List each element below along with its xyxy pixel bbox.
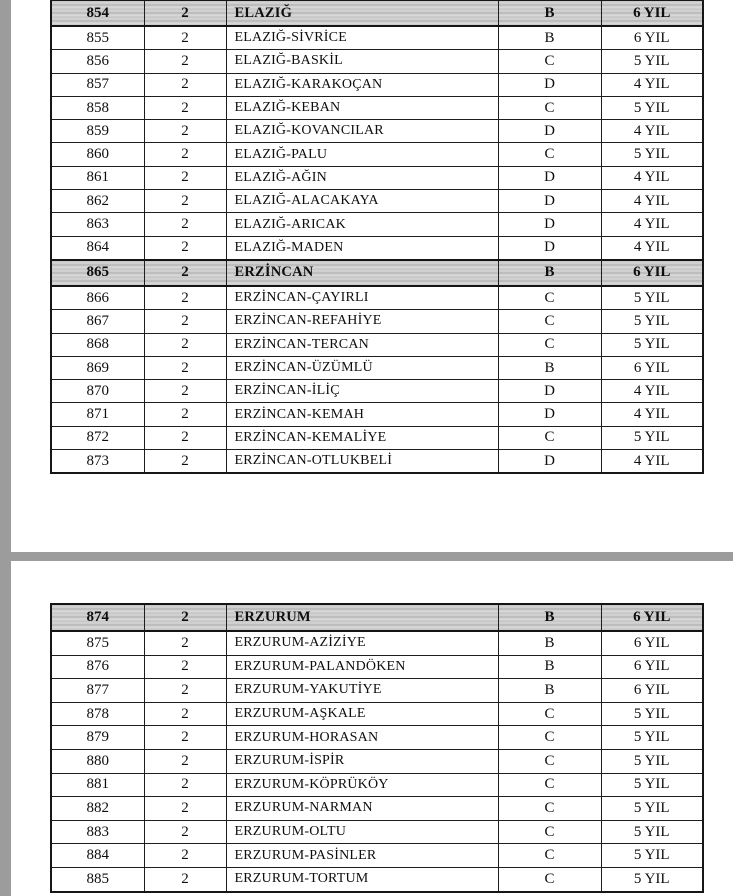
- grade-cell: D: [498, 236, 601, 260]
- district-row: [51, 380, 703, 403]
- duration-cell: 4 YIL: [601, 166, 703, 189]
- row-number-cell: 855: [51, 26, 144, 50]
- district-cell: ELAZIĞ-ALACAKAYA: [226, 190, 498, 213]
- grade-cell: B: [498, 655, 601, 679]
- region-cell: 2: [144, 679, 226, 703]
- district-row: [51, 749, 703, 773]
- grade-cell: C: [498, 844, 601, 868]
- region-cell: 2: [144, 190, 226, 213]
- grade-cell: C: [498, 333, 601, 356]
- district-row: [51, 844, 703, 868]
- row-number-cell: 868: [51, 333, 144, 356]
- duration-cell: 5 YIL: [601, 867, 703, 891]
- duration-cell: 6 YIL: [601, 0, 703, 26]
- grade-cell: C: [498, 310, 601, 333]
- district-cell: ELAZIĞ-KARAKOÇAN: [226, 73, 498, 96]
- district-row: [51, 867, 703, 891]
- page-2: [50, 603, 704, 893]
- row-number-cell: 873: [51, 450, 144, 474]
- row-number-cell: 881: [51, 773, 144, 797]
- row-number-cell: 854: [51, 0, 144, 26]
- region-cell: 2: [144, 310, 226, 333]
- row-number-cell: 880: [51, 749, 144, 773]
- row-number-cell: 856: [51, 50, 144, 73]
- row-number-cell: 875: [51, 631, 144, 655]
- region-cell: 2: [144, 260, 226, 286]
- duration-cell: 4 YIL: [601, 403, 703, 426]
- district-cell: ERZİNCAN-İLİÇ: [226, 380, 498, 403]
- row-number-cell: 863: [51, 213, 144, 236]
- row-number-cell: 883: [51, 820, 144, 844]
- region-cell: 2: [144, 286, 226, 310]
- grade-cell: C: [498, 820, 601, 844]
- district-row: [51, 236, 703, 260]
- grade-cell: B: [498, 631, 601, 655]
- district-row: [51, 333, 703, 356]
- district-row: [51, 631, 703, 655]
- row-number-cell: 872: [51, 426, 144, 449]
- duration-cell: 6 YIL: [601, 631, 703, 655]
- region-cell: 2: [144, 380, 226, 403]
- grade-cell: D: [498, 450, 601, 474]
- duration-cell: 5 YIL: [601, 310, 703, 333]
- district-cell: ERZURUM-AŞKALE: [226, 702, 498, 726]
- region-cell: 2: [144, 631, 226, 655]
- grade-cell: C: [498, 426, 601, 449]
- duration-cell: 5 YIL: [601, 797, 703, 821]
- grade-cell: C: [498, 797, 601, 821]
- region-cell: 2: [144, 333, 226, 356]
- region-cell: 2: [144, 96, 226, 119]
- grade-cell: B: [498, 356, 601, 379]
- grade-cell: D: [498, 190, 601, 213]
- grade-cell: B: [498, 604, 601, 631]
- grade-cell: C: [498, 96, 601, 119]
- grade-cell: D: [498, 166, 601, 189]
- grade-cell: D: [498, 73, 601, 96]
- row-number-cell: 874: [51, 604, 144, 631]
- region-cell: 2: [144, 450, 226, 474]
- duration-cell: 6 YIL: [601, 655, 703, 679]
- district-cell: ELAZIĞ-PALU: [226, 143, 498, 166]
- row-number-cell: 864: [51, 236, 144, 260]
- page-separator: [0, 552, 733, 561]
- district-row: [51, 356, 703, 379]
- duration-cell: 4 YIL: [601, 120, 703, 143]
- region-cell: 2: [144, 797, 226, 821]
- grade-cell: C: [498, 867, 601, 891]
- page-edge-bar: [0, 0, 11, 896]
- region-cell: 2: [144, 867, 226, 891]
- grade-cell: B: [498, 679, 601, 703]
- grade-cell: D: [498, 213, 601, 236]
- district-cell: ELAZIĞ-MADEN: [226, 236, 498, 260]
- row-number-cell: 867: [51, 310, 144, 333]
- district-cell: ERZURUM-HORASAN: [226, 726, 498, 750]
- district-row: [51, 120, 703, 143]
- duration-cell: 5 YIL: [601, 773, 703, 797]
- row-number-cell: 870: [51, 380, 144, 403]
- duration-cell: 5 YIL: [601, 844, 703, 868]
- grade-cell: C: [498, 726, 601, 750]
- row-number-cell: 865: [51, 260, 144, 286]
- row-number-cell: 879: [51, 726, 144, 750]
- province-header-row: [51, 0, 703, 26]
- district-row: [51, 50, 703, 73]
- grade-cell: C: [498, 702, 601, 726]
- duration-cell: 4 YIL: [601, 213, 703, 236]
- row-number-cell: 858: [51, 96, 144, 119]
- district-table-page-1: [50, 0, 704, 474]
- region-cell: 2: [144, 403, 226, 426]
- district-row: [51, 143, 703, 166]
- district-row: [51, 310, 703, 333]
- duration-cell: 5 YIL: [601, 333, 703, 356]
- page-1: [50, 0, 704, 474]
- duration-cell: 4 YIL: [601, 190, 703, 213]
- region-cell: 2: [144, 166, 226, 189]
- duration-cell: 6 YIL: [601, 356, 703, 379]
- region-cell: 2: [144, 604, 226, 631]
- duration-cell: 5 YIL: [601, 702, 703, 726]
- row-number-cell: 882: [51, 797, 144, 821]
- row-number-cell: 859: [51, 120, 144, 143]
- grade-cell: C: [498, 143, 601, 166]
- region-cell: 2: [144, 120, 226, 143]
- region-cell: 2: [144, 50, 226, 73]
- duration-cell: 5 YIL: [601, 96, 703, 119]
- district-cell: ELAZIĞ: [226, 0, 498, 26]
- row-number-cell: 885: [51, 867, 144, 891]
- region-cell: 2: [144, 0, 226, 26]
- region-cell: 2: [144, 143, 226, 166]
- grade-cell: D: [498, 120, 601, 143]
- region-cell: 2: [144, 773, 226, 797]
- district-row: [51, 213, 703, 236]
- grade-cell: B: [498, 0, 601, 26]
- region-cell: 2: [144, 749, 226, 773]
- district-row: [51, 286, 703, 310]
- duration-cell: 6 YIL: [601, 604, 703, 631]
- duration-cell: 4 YIL: [601, 380, 703, 403]
- district-row: [51, 73, 703, 96]
- grade-cell: B: [498, 260, 601, 286]
- district-cell: ERZURUM-YAKUTİYE: [226, 679, 498, 703]
- district-cell: ERZURUM-TORTUM: [226, 867, 498, 891]
- region-cell: 2: [144, 726, 226, 750]
- region-cell: 2: [144, 26, 226, 50]
- district-cell: ERZİNCAN-KEMALİYE: [226, 426, 498, 449]
- grade-cell: C: [498, 773, 601, 797]
- district-row: [51, 655, 703, 679]
- duration-cell: 5 YIL: [601, 426, 703, 449]
- duration-cell: 5 YIL: [601, 50, 703, 73]
- district-cell: ERZURUM-İSPİR: [226, 749, 498, 773]
- grade-cell: B: [498, 26, 601, 50]
- row-number-cell: 861: [51, 166, 144, 189]
- district-row: [51, 450, 703, 474]
- region-cell: 2: [144, 426, 226, 449]
- duration-cell: 5 YIL: [601, 143, 703, 166]
- district-cell: ERZİNCAN-KEMAH: [226, 403, 498, 426]
- region-cell: 2: [144, 655, 226, 679]
- grade-cell: C: [498, 286, 601, 310]
- district-cell: ERZİNCAN-TERCAN: [226, 333, 498, 356]
- duration-cell: 6 YIL: [601, 260, 703, 286]
- grade-cell: C: [498, 50, 601, 73]
- duration-cell: 4 YIL: [601, 73, 703, 96]
- district-cell: ERZURUM-NARMAN: [226, 797, 498, 821]
- district-cell: ERZİNCAN-ÜZÜMLÜ: [226, 356, 498, 379]
- duration-cell: 6 YIL: [601, 679, 703, 703]
- district-table-page-2: [50, 603, 704, 893]
- duration-cell: 4 YIL: [601, 450, 703, 474]
- district-cell: ERZİNCAN-OTLUKBELİ: [226, 450, 498, 474]
- district-cell: ELAZIĞ-KEBAN: [226, 96, 498, 119]
- district-cell: ERZURUM-KÖPRÜKÖY: [226, 773, 498, 797]
- district-cell: ERZURUM-AZİZİYE: [226, 631, 498, 655]
- district-cell: ERZİNCAN-ÇAYIRLI: [226, 286, 498, 310]
- district-row: [51, 679, 703, 703]
- district-row: [51, 797, 703, 821]
- row-number-cell: 860: [51, 143, 144, 166]
- district-cell: ELAZIĞ-KOVANCILAR: [226, 120, 498, 143]
- district-cell: ERZURUM-OLTU: [226, 820, 498, 844]
- district-cell: ERZİNCAN-REFAHİYE: [226, 310, 498, 333]
- duration-cell: 4 YIL: [601, 236, 703, 260]
- district-row: [51, 726, 703, 750]
- district-row: [51, 773, 703, 797]
- district-cell: ERZURUM-PASİNLER: [226, 844, 498, 868]
- grade-cell: D: [498, 403, 601, 426]
- duration-cell: 5 YIL: [601, 749, 703, 773]
- duration-cell: 5 YIL: [601, 820, 703, 844]
- district-cell: ELAZIĞ-BASKİL: [226, 50, 498, 73]
- grade-cell: D: [498, 380, 601, 403]
- row-number-cell: 884: [51, 844, 144, 868]
- grade-cell: C: [498, 749, 601, 773]
- district-row: [51, 820, 703, 844]
- row-number-cell: 869: [51, 356, 144, 379]
- row-number-cell: 878: [51, 702, 144, 726]
- region-cell: 2: [144, 820, 226, 844]
- district-cell: ERZİNCAN: [226, 260, 498, 286]
- region-cell: 2: [144, 356, 226, 379]
- district-cell: ELAZIĞ-SİVRİCE: [226, 26, 498, 50]
- district-cell: ERZURUM: [226, 604, 498, 631]
- region-cell: 2: [144, 236, 226, 260]
- district-row: [51, 26, 703, 50]
- row-number-cell: 871: [51, 403, 144, 426]
- duration-cell: 6 YIL: [601, 26, 703, 50]
- region-cell: 2: [144, 702, 226, 726]
- row-number-cell: 877: [51, 679, 144, 703]
- district-row: [51, 403, 703, 426]
- region-cell: 2: [144, 213, 226, 236]
- province-header-row: [51, 604, 703, 631]
- row-number-cell: 876: [51, 655, 144, 679]
- province-header-row: [51, 260, 703, 286]
- duration-cell: 5 YIL: [601, 726, 703, 750]
- district-cell: ELAZIĞ-AĞIN: [226, 166, 498, 189]
- region-cell: 2: [144, 844, 226, 868]
- row-number-cell: 862: [51, 190, 144, 213]
- district-row: [51, 702, 703, 726]
- district-row: [51, 166, 703, 189]
- district-row: [51, 426, 703, 449]
- district-cell: ERZURUM-PALANDÖKEN: [226, 655, 498, 679]
- district-row: [51, 190, 703, 213]
- district-cell: ELAZIĞ-ARICAK: [226, 213, 498, 236]
- district-row: [51, 96, 703, 119]
- row-number-cell: 857: [51, 73, 144, 96]
- region-cell: 2: [144, 73, 226, 96]
- row-number-cell: 866: [51, 286, 144, 310]
- duration-cell: 5 YIL: [601, 286, 703, 310]
